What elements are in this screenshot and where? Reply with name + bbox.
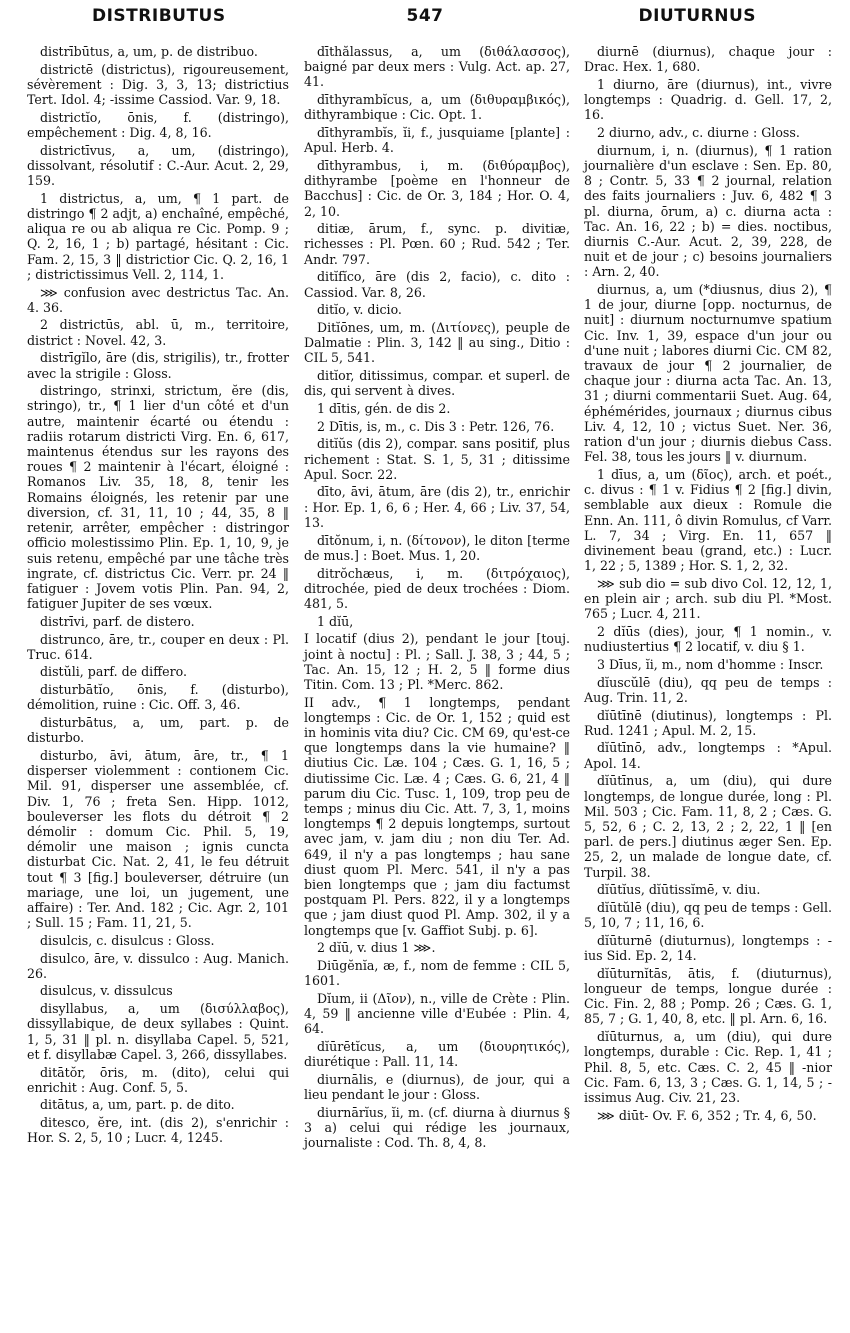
dictionary-entry: I locatif (dius 2), pendant le jour [touj. joint à noctu] : Pl. ; Sall. J. 38, 3 ; 44, 5 ; Tac. An. 15, 12 ; H. 2, 5 ‖ forme dius Titin. Com. 13 ; Pl. *Merc. 862. bbox=[304, 631, 570, 692]
left-guide-word: DISTRIBUTUS bbox=[92, 6, 226, 26]
dictionary-entry: distrunco, āre, tr., couper en deux : Pl. Truc. 614. bbox=[27, 631, 289, 662]
dictionary-entry: ⋙ confusion avec destrictus Tac. An. 4. 36. bbox=[27, 284, 289, 315]
dictionary-entry: ⋙ diūt- Ov. F. 6, 352 ; Tr. 4, 6, 50. bbox=[597, 1107, 817, 1123]
dictionary-entry: disturbo, āvi, ātum, āre, tr., ¶ 1 disperser violemment : contionem Cic. Mil. 91, disperser une assemblée, cf. Div. 1, 76 ; freta Sen. Hipp. 1012, bouleverser les flots du détroit ¶ 2 démolir : domum Cic. Phil. 5, 19, démolir une maison ; ignis cuncta disturbat Cic. Nat. 2, 41, le feu détruit tout ¶ 3 [fig.] bouleverser, détruire (un mariage, une loi, un jugement, une affaire) : Ter. And. 182 ; Cic. Agr. 2, 101 ; Sull. 15 ; Fam. 11, 21, 5. bbox=[27, 747, 289, 931]
dictionary-entry: Diūgĕnĭa, æ, f., nom de femme : CIL 5, 1601. bbox=[304, 958, 570, 989]
dictionary-entry: ditesco, ĕre, int. (dis 2), s'enrichir : Hor. S. 2, 5, 10 ; Lucr. 4, 1245. bbox=[27, 1115, 289, 1146]
column-1 bbox=[27, 44, 289, 1148]
dictionary-entry: disulcis, c. disulcus : Gloss. bbox=[40, 932, 215, 948]
dictionary-entry: ditĭfĭco, āre (dis 2, facio), c. dito : Cassiod. Var. 8, 26. bbox=[304, 269, 570, 300]
dictionary-entry: dĭūturnĭtās, ātis, f. (diuturnus), longueur de temps, longue durée : Cic. Fin. 2, 88 ; Pomp. 26 ; Cæs. G. 1, 85, 7 ; G. 1, 40, 8, etc. ‖ pl. Arn. 6, 16. bbox=[584, 965, 832, 1027]
dictionary-entry: ditātŏr, ōris, m. (dito), celui qui enrichit : Aug. Conf. 5, 5. bbox=[27, 1064, 289, 1095]
dictionary-entry: dĭūturnus, a, um (diu), qui dure longtemps, durable : Cic. Rep. 1, 41 ; Phil. 8, 5, etc. Cæs. C. 2, 45 ‖ -nior Cic. Fam. 6, 13, 3 ; Cæs. G. 1, 14, 5 ; -issimus Aug. Civ. 21, 23. bbox=[584, 1029, 832, 1105]
dictionary-entry: 1 dītis, gén. de dis 2. bbox=[317, 400, 451, 416]
dictionary-entry: diurnē (diurnus), chaque jour : Drac. Hex. 1, 680. bbox=[584, 44, 832, 75]
dictionary-entry: ditiæ, ārum, f., sync. p. divitiæ, richesses : Pl. Pœn. 60 ; Rud. 542 ; Ter. Andr. 797. bbox=[304, 221, 570, 267]
dictionary-entry: disturbātus, a, um, part. p. de disturbo. bbox=[27, 715, 289, 746]
dictionary-entry: dĭūtīnus, a, um (diu), qui dure longtemps, de longue durée, long : Pl. Mil. 503 ; Cic. Fam. 11, 8, 2 ; Cæs. G. 5, 52, 6 ; C. 2, 13, 2 ; 2, 22, 1 ‖ [en parl. de pers.] diutinus æger Sen. Ep. 25, 2, un malade de longue date, cf. Turpil. 38. bbox=[584, 773, 832, 880]
dictionary-entry: 2 Dītis, is, m., c. Dis 3 : Petr. 126, 76. bbox=[317, 418, 555, 434]
dictionary-entry: dĭūtŭlē (diu), qq peu de temps : Gell. 5, 10, 7 ; 11, 16, 6. bbox=[584, 899, 832, 931]
dictionary-entry: districtīvus, a, um, (distringo), dissolvant, résolutif : C.-Aur. Acut. 2, 29, 159. bbox=[27, 142, 289, 189]
dictionary-entry: ditĭŭs (dis 2), compar. sans positif, plus richement : Stat. S. 1, 5, 31 ; ditissime Apul. Socr. 22. bbox=[304, 436, 570, 482]
dictionary-entry: 1 diurno, āre (diurnus), int., vivre longtemps : Quadrig. d. Gell. 17, 2, 16. bbox=[584, 76, 832, 123]
column-2 bbox=[304, 44, 570, 1153]
dictionary-entry: diurnālis, e (diurnus), de jour, qui a lieu pendant le jour : Gloss. bbox=[304, 1072, 570, 1103]
dictionary-entry: distrībūtus, a, um, p. de distribuo. bbox=[40, 44, 258, 59]
dictionary-entry: disyllabus, a, um (δισύλλαβος), dissyllabique, de deux syllabes : Quint. 1, 5, 31 ‖ pl. n. disyllaba Capel. 5, 521, et f. disyllabæ Capel. 3, 266, dissyllabes. bbox=[27, 1001, 289, 1062]
dictionary-entry: diurnum, i, n. (diurnus), ¶ 1 ration journalière d'un esclave : Sen. Ep. 80, 8 ; Contr. 5, 33 ¶ 2 journal, relation des faits journaliers : Juv. 6, 482 ¶ 3 pl. diurna, ōrum, a) c. diurna acta : Tac. An. 16, 22 ; b) = dies. noctibus, diurnis C.-Aur. Acut. 2, 39, 228, de nuit et de jour ; c) besoins journaliers : Arn. 2, 40. bbox=[584, 142, 832, 280]
dictionary-entry: disulcus, v. dissulcus bbox=[40, 983, 173, 999]
dictionary-entry: dĭūtīnē (diutinus), longtemps : Pl. Rud. 1241 ; Apul. M. 2, 15. bbox=[584, 707, 832, 738]
dictionary-entry: dīthyrambĭcus, a, um (διθυραμβικός), dithyrambique : Cic. Opt. 1. bbox=[304, 92, 570, 123]
page-number: 547 bbox=[406, 6, 444, 26]
dictionary-entry: 2 dĭū, v. dius 1 ⋙. bbox=[317, 940, 436, 956]
dictionary-entry: 1 dīus, a, um (δῖος), arch. et poét., c. divus : ¶ 1 v. Fidius ¶ 2 [fig.] divin, semblable aux dieux : Romule die Enn. An. 111, ô divin Romulus, cf Varr. L. 7, 34 ; Virg. En. 11, 657 ‖ divinement beau (grand, etc.) : Lucr. 1, 22 ; 5, 1389 ; Hor. S. 1, 2, 32. bbox=[584, 466, 832, 574]
dictionary-entry: disulco, āre, v. dissulco : Aug. Manich. 26. bbox=[27, 950, 289, 981]
dictionary-entry: ditātus, a, um, part. p. de dito. bbox=[40, 1097, 235, 1113]
dictionary-entry: dīthyrambĭs, ĭi, f., jusquiame [plante] : Apul. Herb. 4. bbox=[304, 125, 570, 156]
dictionary-entry: distrīvi, parf. de distero. bbox=[40, 613, 195, 629]
dictionary-entry: Dĭum, ii (Δῖον), n., ville de Crète : Plin. 4, 59 ‖ ancienne ville d'Eubée : Plin. 4, 64. bbox=[304, 990, 570, 1037]
dictionary-entry: 2 dĭūs (dies), jour, ¶ 1 nomin., v. nudiustertius ¶ 2 locatif, v. diu § 1. bbox=[584, 624, 832, 655]
column-3 bbox=[584, 44, 832, 1125]
dictionary-entry: 1 districtus, a, um, ¶ 1 part. de distringo ¶ 2 adjt, a) enchaîné, empêché, aliqua re ou ab aliqua re Cic. Pomp. 9 ; Q. 2, 16, 1 ; b) partagé, hésitant : Cic. Fam. 2, 15, 3 ‖ districtior Cic. Q. 2, 16, 1 ; districtissimus Vell. 2, 114, 1. bbox=[27, 190, 289, 282]
dictionary-entry: 2 diurno, adv., c. diurne : Gloss. bbox=[597, 125, 800, 141]
dictionary-entry: distrīgĭlo, āre (dis, strigilis), tr., frotter avec la strigile : Gloss. bbox=[27, 350, 289, 381]
dictionary-entry: dĭuscŭlē (diu), qq peu de temps : Aug. Trin. 11, 2. bbox=[584, 674, 832, 705]
dictionary-entry: disturbātĭo, ōnis, f. (disturbo), démolition, ruine : Cic. Off. 3, 46. bbox=[27, 682, 289, 713]
dictionary-entry: II adv., ¶ 1 longtemps, pendant longtemps : Cic. de Or. 1, 152 ; quid est in hominis vita diu? Cic. CM 69, qu'est-ce que longtemps dans la vie humaine? ‖ diutius Cic. Læ. 104 ; Cæs. G. 1, 16, 5 ; diutissime Cic. Læ. 4 ; Cæs. G. 6, 21, 4 ‖ parum diu Cic. Tusc. 1, 109, trop peu de temps ; minus diu Cic. Att. 7, 3, 1, moins longtemps ¶ 2 depuis longtemps, surtout avec jam, v. jam diu ; non diu Ter. Ad. 649, il n'y a pas longtemps ; hau sane diust quom Pl. Merc. 541, il n'y a pas bien longtemps que ; jam diu factumst postquam Pl. Pers. 822, il y a longtemps que ; jam diust quod Pl. Amp. 302, il y a longtemps que [v. Gaffiot Subj. p. 6]. bbox=[304, 694, 570, 938]
dictionary-entry: ⋙ sub dio = sub divo Col. 12, 12, 1, en plein air ; arch. sub diu Pl. *Most. 765 ; Lucr. 4, 211. bbox=[584, 575, 832, 622]
dictionary-entry: Ditĭōnes, um, m. (Διτίονες), peuple de Dalmatie : Plin. 3, 142 ‖ au sing., Ditio : CIL 5, 541. bbox=[304, 319, 570, 366]
dictionary-entry: dīthyrambus, i, m. (διθύραμβος), dithyrambe [poème en l'honneur de Bacchus] : Cic. de Or. 3, 184 ; Hor. O. 4, 2, 10. bbox=[304, 157, 570, 219]
dictionary-entry: ditĭo, v. dicio. bbox=[317, 302, 402, 318]
dictionary-entry: districtē (districtus), rigoureusement, sévèrement : Dig. 3, 3, 13; districtius Tert. Idol. 4; -issime Cassiod. Var. 9, 18. bbox=[27, 61, 289, 108]
running-header bbox=[0, 6, 850, 34]
dictionary-entry: ditĭor, ditissimus, compar. et superl. de dis, qui servent à dives. bbox=[304, 368, 570, 399]
dictionary-entry: dīthălassus, a, um (διθάλασσος), baigné par deux mers : Vulg. Act. ap. 27, 41. bbox=[304, 44, 570, 90]
dictionary-entry: 2 districtūs, abl. ū, m., territoire, district : Novel. 42, 3. bbox=[27, 317, 289, 348]
dictionary-entry: dĭūtĭus, dĭūtissĭmē, v. diu. bbox=[597, 882, 761, 898]
dictionary-entry: dĭūtīnō, adv., longtemps : *Apul. Apol. 14. bbox=[584, 740, 832, 771]
dictionary-entry: dīto, āvi, ātum, āre (dis 2), tr., enrichir : Hor. Ep. 1, 6, 6 ; Her. 4, 66 ; Liv. 37, 54, 13. bbox=[304, 484, 570, 530]
dictionary-entry: diurnārĭus, ĭi, m. (cf. diurna à diurnus § 3 a) celui qui rédige les journaux, journaliste : Cod. Th. 8, 4, 8. bbox=[304, 1104, 570, 1151]
dictionary-entry: dĭūturnē (diuturnus), longtemps : -ius Sid. Ep. 2, 14. bbox=[584, 932, 832, 964]
dictionary-entry: districtĭo, ōnis, f. (distringo), empêchement : Dig. 4, 8, 16. bbox=[27, 109, 289, 141]
right-guide-word: DIUTURNUS bbox=[638, 6, 756, 26]
dictionary-entry: distŭli, parf. de differo. bbox=[40, 664, 187, 680]
dictionary-entry: diurnus, a, um (*diusnus, dius 2), ¶ 1 de jour, diurne [opp. nocturnus, de nuit] : diurnum nocturnumve spatium Cic. Inv. 1, 39, espace d'un jour ou d'une nuit ; labores diurni Cic. CM 82, travaux de jour ¶ 2 journalier, de chaque jour : diurna acta Tac. An. 13, 31 ; diurni commentarii Suet. Aug. 64, éphémérides, journaux ; diurnus cibus Liv. 4, 12, 10 ; victus Suet. Ner. 36, ration d'un jour ; diurnis diebus Cass. Fel. 38, tous les jours ‖ v. diurnum. bbox=[584, 282, 832, 465]
dictionary-entry: ditrŏchæus, i, m. (διτρόχαιος), ditrochée, pied de deux trochées : Diom. 481, 5. bbox=[304, 565, 570, 611]
dictionary-entry: dītŏnum, i, n. (δίτονον), le diton [terme de mus.] : Boet. Mus. 1, 20. bbox=[304, 532, 570, 563]
dictionary-entry: distringo, strinxi, strictum, ĕre (dis, stringo), tr., ¶ 1 lier d'un côté et d'un autre, maintenir écarté ou étendu : radiis rotarum districti Virg. En. 6, 617, maintenus étendus sur les rayons des roues ¶ 2 maintenir à l'écart, éloigné : Romanos Liv. 35, 18, 8, tenir les Romains éloignés, les retenir par une diversion, cf. 31, 11, 10 ; 44, 35, 8 ‖ retenir, arrêter, empêcher : distringor officio molestissimo Plin. Ep. 1, 10, 9, je suis retenu, empêché par une tâche très ingrate, cf. districtus Cic. Verr. pr. 24 ‖ fatiguer : Jovem votis Plin. Pan. 94, 2, fatiguer Jupiter de ses vœux. bbox=[27, 383, 289, 612]
dictionary-entry: 1 dĭū, bbox=[317, 613, 354, 629]
dictionary-entry: 3 Dīus, ĭi, m., nom d'homme : Inscr. bbox=[597, 656, 824, 672]
dictionary-entry: dĭūrētĭcus, a, um (διουρητικός), diurétique : Pall. 11, 14. bbox=[304, 1039, 570, 1070]
